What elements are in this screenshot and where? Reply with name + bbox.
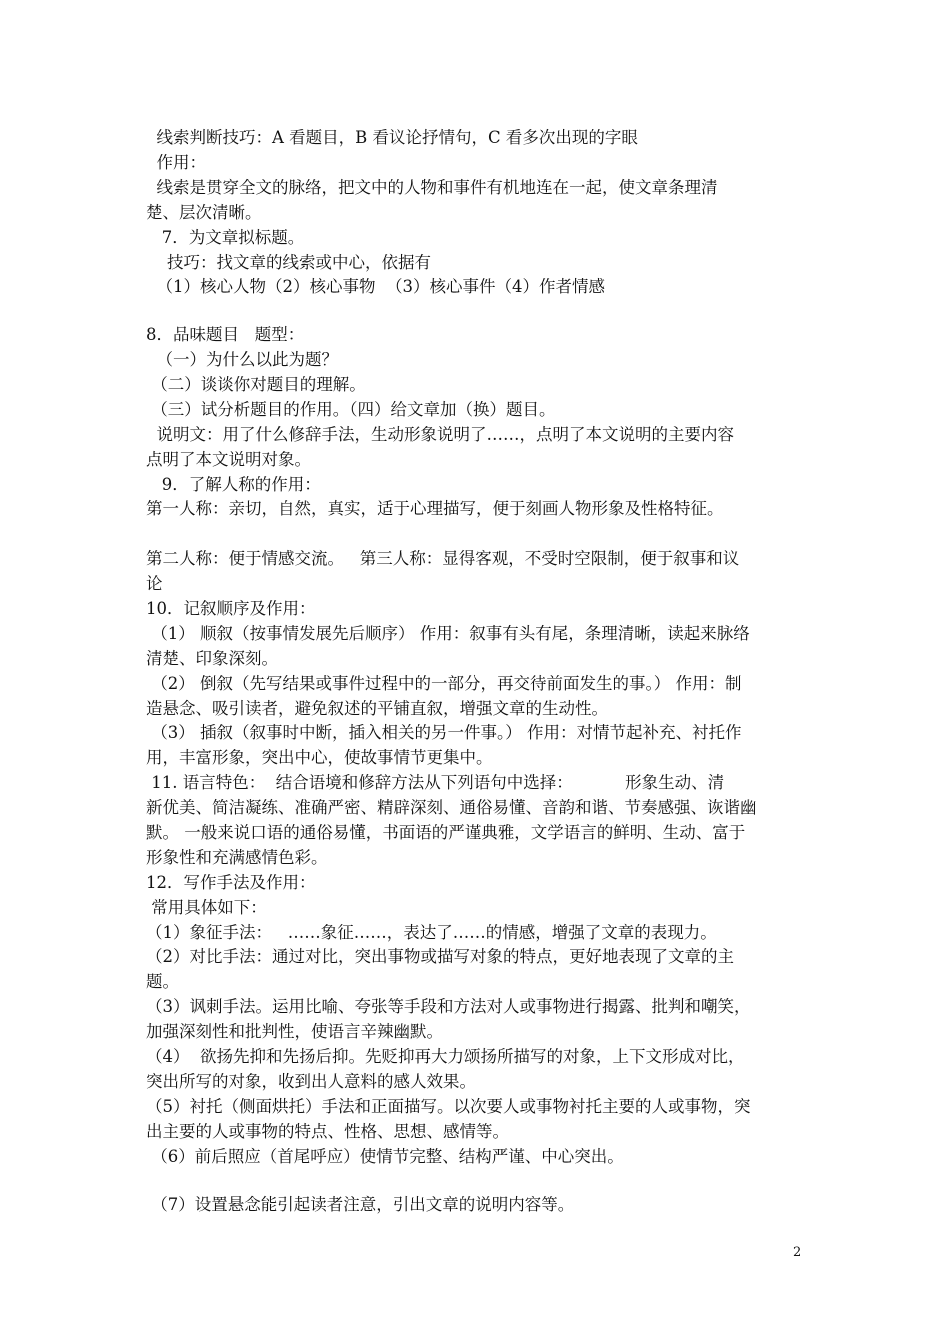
text-line: 10．记叙顺序及作用：	[146, 599, 316, 618]
text-line: 8．品味题目 题型：	[146, 325, 305, 344]
text-line: 默。 一般来说口语的通俗易懂，书面语的严谨典雅，文学语言的鲜明、生动、富于	[146, 823, 746, 842]
text-line: 7．为文章拟标题。	[146, 228, 305, 247]
text-line: 线索判断技巧：A 看题目，B 看议论抒情句，C 看多次出现的字眼	[146, 128, 638, 147]
text-line: （2）对比手法：通过对比，突出事物或描写对象的特点，更好地表现了文章的主	[146, 947, 734, 966]
text-line: 突出所写的对象，收到出人意料的感人效果。	[146, 1072, 476, 1091]
text-line: （三）试分析题目的作用。（四）给文章加（换）题目。	[146, 400, 556, 419]
text-line: （2） 倒叙（先写结果或事件过程中的一部分，再交待前面发生的事。） 作用：制	[146, 674, 742, 693]
text-line: 点明了本文说明对象。	[146, 450, 311, 469]
text-line: 12．写作手法及作用：	[146, 873, 316, 892]
text-line: 线索是贯穿全文的脉络，把文中的人物和事件有机地连在一起，使文章条理清	[146, 178, 718, 197]
text-line: 论	[146, 574, 163, 593]
text-line: 加强深刻性和批判性，使语言辛辣幽默。	[146, 1022, 443, 1041]
text-line: （6）前后照应（首尾呼应）使情节完整、结构严谨、中心突出。	[146, 1147, 624, 1166]
text-line: 作用：	[146, 153, 206, 172]
text-line: 说明文：用了什么修辞手法，生动形象说明了……，点明了本文说明的主要内容	[146, 425, 734, 444]
text-line: （3） 插叙（叙事时中断，插入相关的另一件事。） 作用：对情节起补充、衬托作	[146, 723, 742, 742]
text-line: 题。	[146, 972, 179, 991]
page-number: 2	[793, 1245, 802, 1260]
text-line: 第二人称：便于情感交流。 第三人称：显得客观，不受时空限制，便于叙事和议	[146, 549, 740, 568]
text-line: （1） 顺叙（按事情发展先后顺序） 作用：叙事有头有尾，条理清晰，读起来脉络	[146, 624, 750, 643]
text-line: 技巧：找文章的线索或中心，依据有	[146, 253, 431, 272]
text-line: 常用具体如下：	[146, 898, 267, 917]
text-line: 11. 语言特色： 结合语境和修辞方法从下列语句中选择： 形象生动、清	[146, 773, 725, 792]
text-line: 楚、层次清晰。	[146, 203, 262, 222]
text-line: 清楚、印象深刻。	[146, 649, 278, 668]
text-line: 形象性和充满感情色彩。	[146, 848, 328, 867]
text-line: （二）谈谈你对题目的理解。	[146, 375, 366, 394]
text-line: 出主要的人或事物的特点、性格、思想、感情等。	[146, 1122, 509, 1141]
text-line: 第一人称：亲切，自然，真实，适于心理描写，便于刻画人物形象及性格特征。	[146, 499, 724, 518]
text-line: （7）设置悬念能引起读者注意，引出文章的说明内容等。	[146, 1195, 575, 1214]
text-line: （4） 欲扬先抑和先扬后抑。先贬抑再大力颂扬所描写的对象，上下文形成对比，	[146, 1047, 745, 1066]
text-line: 造悬念、吸引读者，避免叙述的平铺直叙，增强文章的生动性。	[146, 699, 608, 718]
text-line: （1）象征手法： ……象征……，表达了……的情感，增强了文章的表现力。	[146, 923, 717, 942]
text-line: 用，丰富形象，突出中心，使故事情节更集中。	[146, 748, 493, 767]
text-line: （1）核心人物（2）核心事物 （3）核心事件（4）作者情感	[146, 277, 605, 296]
text-line: （5）衬托（侧面烘托）手法和正面描写。以次要人或事物衬托主要的人或事物，突	[146, 1097, 751, 1116]
text-line: 新优美、简洁凝练、准确严密、精辟深刻、通俗易懂、音韵和谐、节奏感强、诙谐幽	[146, 798, 757, 817]
text-line: （一）为什么以此为题？	[146, 350, 338, 369]
text-line: （3）讽刺手法。运用比喻、夸张等手段和方法对人或事物进行揭露、批判和嘲笑，	[146, 997, 751, 1016]
text-line: 9．了解人称的作用：	[146, 475, 321, 494]
